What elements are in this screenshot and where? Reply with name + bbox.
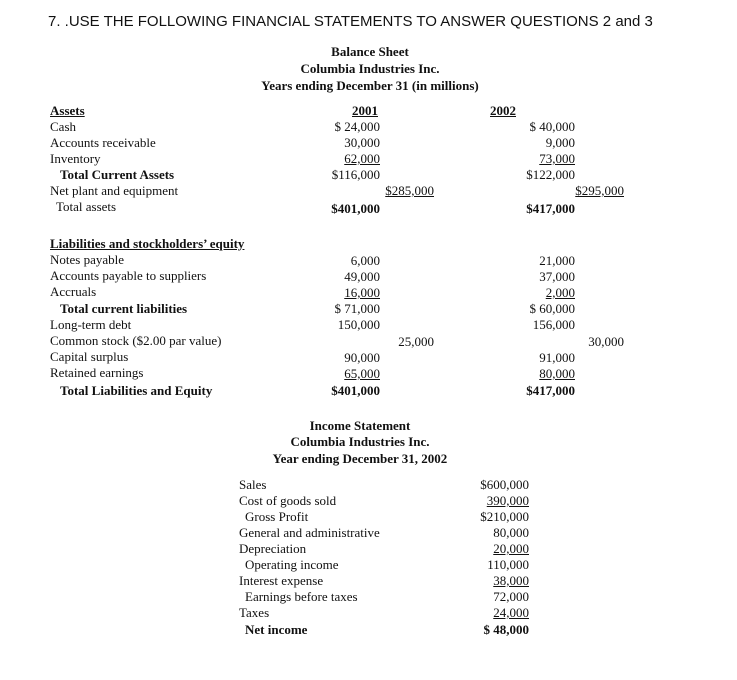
income-value: $ 48,000 — [483, 622, 529, 637]
liability-label: Long-term debt — [50, 317, 132, 332]
liability-2001: 150,000 — [337, 317, 380, 332]
liability-2001: $ 71,000 — [334, 301, 380, 316]
income-label: Sales — [239, 477, 267, 492]
balance-sheet-title: Balance Sheet — [331, 44, 409, 59]
liability-2002: $417,000 — [526, 383, 575, 398]
income-label: Operating income — [245, 557, 339, 572]
asset-2001: 62,000 — [344, 151, 380, 166]
income-label: Gross Profit — [245, 509, 309, 524]
liability-2002: 91,000 — [539, 350, 575, 365]
asset-2001: $ 24,000 — [334, 119, 380, 134]
asset-2002: 73,000 — [539, 151, 575, 166]
liability-label: Common stock ($2.00 par value) — [50, 333, 222, 348]
liability-2002: 156,000 — [532, 317, 575, 332]
asset-2001: $285,000 — [385, 183, 434, 198]
income-statement-title: Income Statement — [309, 418, 411, 433]
liability-2002: 2,000 — [545, 285, 575, 300]
income-value: 72,000 — [493, 589, 529, 604]
question-text: 7. .USE THE FOLLOWING FINANCIAL STATEMENTS TO ANSWER QUESTIONS 2 and 3 — [48, 13, 653, 30]
income-label: General and administrative — [239, 525, 380, 540]
liability-label: Total current liabilities — [60, 301, 188, 316]
liability-label: Retained earnings — [50, 365, 144, 380]
col-2002-header: 2002 — [490, 103, 516, 118]
liability-label: Total Liabilities and Equity — [60, 383, 213, 398]
asset-2002: $295,000 — [575, 183, 624, 198]
income-label: Earnings before taxes — [245, 589, 358, 604]
asset-label: Inventory — [50, 151, 101, 166]
liability-2002: $ 60,000 — [529, 301, 575, 316]
asset-2001: $401,000 — [331, 201, 380, 216]
asset-2002: $122,000 — [526, 167, 575, 182]
liability-2002: 37,000 — [539, 269, 575, 284]
liability-2001: 65,000 — [344, 366, 380, 381]
liability-2001: $401,000 — [331, 383, 380, 398]
income-label: Interest expense — [239, 573, 324, 588]
balance-sheet-company: Columbia Industries Inc. — [300, 61, 440, 76]
income-value: $600,000 — [480, 477, 529, 492]
col-2001-header: 2001 — [352, 103, 378, 118]
asset-2001: 30,000 — [344, 135, 380, 150]
liability-2002: 21,000 — [539, 253, 575, 268]
income-value: 38,000 — [493, 573, 529, 588]
income-label: Cost of goods sold — [239, 493, 337, 508]
income-value: 24,000 — [493, 605, 529, 620]
income-value: 390,000 — [486, 493, 529, 508]
liability-label: Accounts payable to suppliers — [50, 268, 207, 283]
asset-label: Total Current Assets — [60, 167, 175, 182]
balance-sheet-period: Years ending December 31 (in millions) — [261, 78, 479, 93]
income-label: Depreciation — [239, 541, 307, 556]
asset-label: Cash — [50, 119, 76, 134]
liability-2001: 49,000 — [344, 269, 380, 284]
asset-label: Accounts receivable — [50, 135, 156, 150]
liability-2002: 30,000 — [588, 334, 624, 349]
asset-label: Total assets — [56, 199, 117, 214]
assets-header: Assets — [50, 103, 85, 118]
income-statement-company: Columbia Industries Inc. — [290, 434, 430, 449]
income-label: Taxes — [239, 605, 270, 620]
liability-2001: 90,000 — [344, 350, 380, 365]
liability-label: Notes payable — [50, 252, 125, 267]
liability-2002: 80,000 — [539, 366, 575, 381]
asset-2002: $417,000 — [526, 201, 575, 216]
income-statement-period: Year ending December 31, 2002 — [272, 451, 448, 466]
income-value: 110,000 — [487, 557, 529, 572]
liability-2001: 16,000 — [344, 285, 380, 300]
income-value: 20,000 — [493, 541, 529, 556]
asset-2001: $116,000 — [331, 167, 380, 182]
income-value: $210,000 — [480, 509, 529, 524]
asset-2002: $ 40,000 — [529, 119, 575, 134]
income-value: 80,000 — [493, 525, 529, 540]
liabilities-header: Liabilities and stockholders’ equity — [50, 236, 245, 251]
liability-2001: 6,000 — [350, 253, 380, 268]
liability-2001: 25,000 — [398, 334, 434, 349]
asset-label: Net plant and equipment — [50, 183, 179, 198]
asset-2002: 9,000 — [545, 135, 575, 150]
income-label: Net income — [245, 622, 308, 637]
liability-label: Accruals — [50, 284, 97, 299]
liability-label: Capital surplus — [50, 349, 129, 364]
